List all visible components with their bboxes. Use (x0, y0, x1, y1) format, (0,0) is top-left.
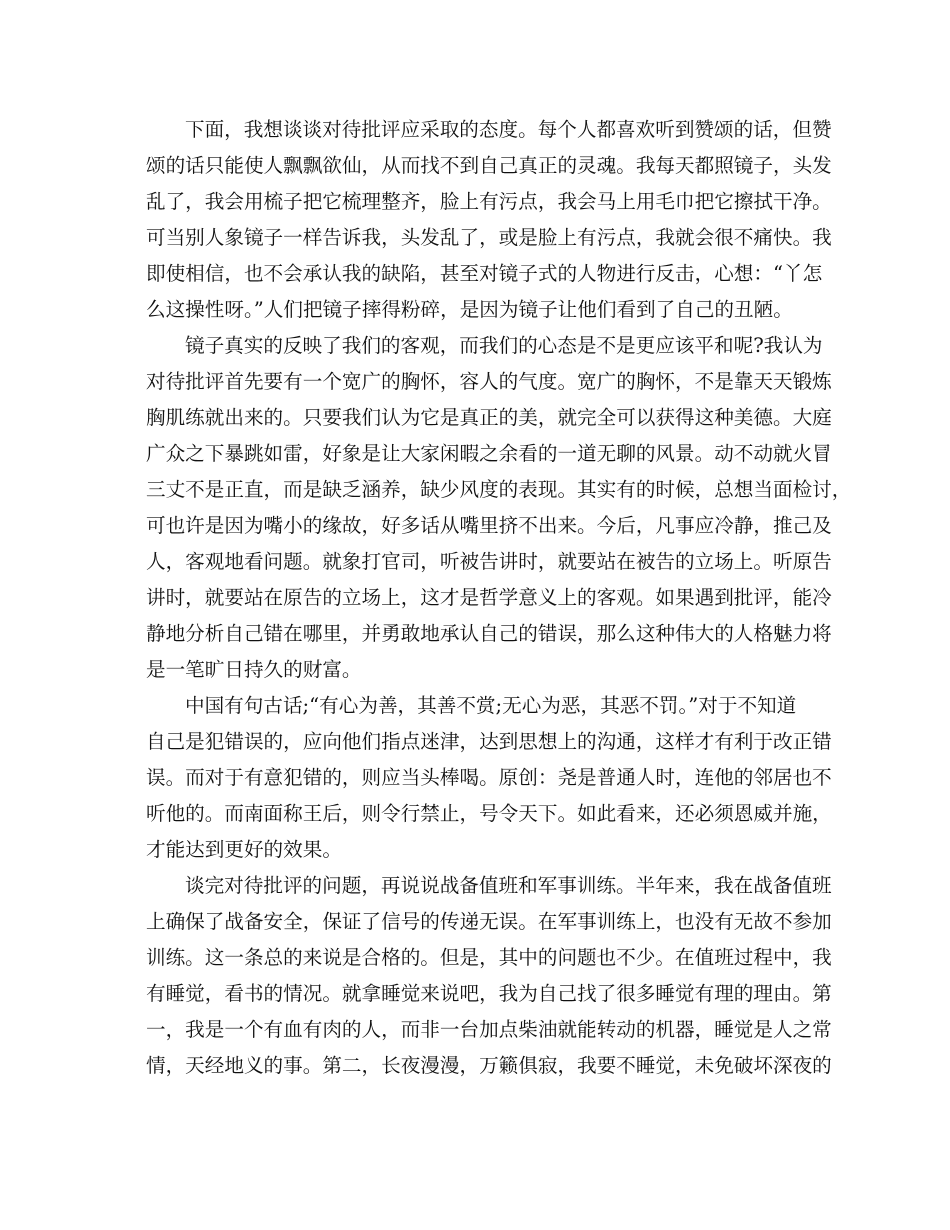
text-line: 听他的。而南面称王后，则令行禁止，号令天下。如此看来，还必须恩威并施， (146, 802, 832, 825)
text-line: 即使相信，也不会承认我的缺陷，甚至对镜子式的人物进行反击，心想：“丫怎 (146, 262, 823, 285)
text-line: 才能达到更好的效果。 (146, 838, 342, 861)
text-line: 情，天经地义的事。第二，长夜漫漫，万籁俱寂，我要不睡觉，未免破坏深夜的 (146, 1054, 832, 1077)
text-line: 颂的话只能使人飘飘欲仙，从而找不到自己真正的灵魂。我每天都照镜子，头发 (146, 154, 832, 177)
text-line: 中国有句古话;“有心为善，其善不赏;无心为恶，其恶不罚。”对于不知道 (185, 694, 797, 717)
text-line: 误。而对于有意犯错的，则应当头棒喝。原创：尧是普通人时，连他的邻居也不 (146, 766, 832, 789)
text-line: 三丈不是正直，而是缺乏涵养，缺少风度的表现。其实有的时候，总想当面检讨， (146, 478, 852, 501)
text-line: 人，客观地看问题。就象打官司，听被告讲时，就要站在被告的立场上。听原告 (146, 550, 832, 573)
text-line: 镜子真实的反映了我们的客观，而我们的心态是不是更应该平和呢?我认为 (185, 334, 823, 357)
text-line: 广众之下暴跳如雷，好象是让大家闲暇之余看的一道无聊的风景。动不动就火冒 (146, 442, 832, 465)
text-line: 么这操性呀。”人们把镜子摔得粉碎，是因为镜子让他们看到了自己的丑陋。 (146, 298, 793, 321)
text-line: 对待批评首先要有一个宽广的胸怀，容人的气度。宽广的胸怀，不是靠天天锻炼 (146, 370, 832, 393)
text-line: 上确保了战备安全，保证了信号的传递无误。在军事训练上，也没有无故不参加 (146, 910, 832, 933)
text-line: 可当别人象镜子一样告诉我，头发乱了，或是脸上有污点，我就会很不痛快。我 (146, 226, 832, 249)
text-line: 静地分析自己错在哪里，并勇敢地承认自己的错误，那么这种伟大的人格魅力将 (146, 622, 832, 645)
text-line: 下面，我想谈谈对待批评应采取的态度。每个人都喜欢听到赞颂的话，但赞 (185, 118, 832, 141)
text-line: 自己是犯错误的，应向他们指点迷津，达到思想上的沟通，这样才有利于改正错 (146, 730, 832, 753)
text-line: 胸肌练就出来的。只要我们认为它是真正的美，就完全可以获得这种美德。大庭 (146, 406, 832, 429)
text-line: 一，我是一个有血有肉的人，而非一台加点柴油就能转动的机器，睡觉是人之常 (146, 1018, 832, 1041)
text-line: 训练。这一条总的来说是合格的。但是，其中的问题也不少。在值班过程中，我 (146, 946, 832, 969)
text-line: 有睡觉，看书的情况。就拿睡觉来说吧，我为自己找了很多睡觉有理的理由。第 (146, 982, 832, 1005)
text-line: 讲时，就要站在原告的立场上，这才是哲学意义上的客观。如果遇到批评，能冷 (146, 586, 832, 609)
text-line: 是一笔旷日持久的财富。 (146, 658, 362, 681)
text-line: 可也许是因为嘴小的缘故，好多话从嘴里挤不出来。今后，凡事应冷静，推己及 (146, 514, 832, 537)
text-line: 谈完对待批评的问题，再说说战备值班和军事训练。半年来，我在战备值班 (185, 874, 832, 897)
text-line: 乱了，我会用梳子把它梳理整齐，脸上有污点，我会马上用毛巾把它擦拭干净。 (146, 190, 832, 213)
